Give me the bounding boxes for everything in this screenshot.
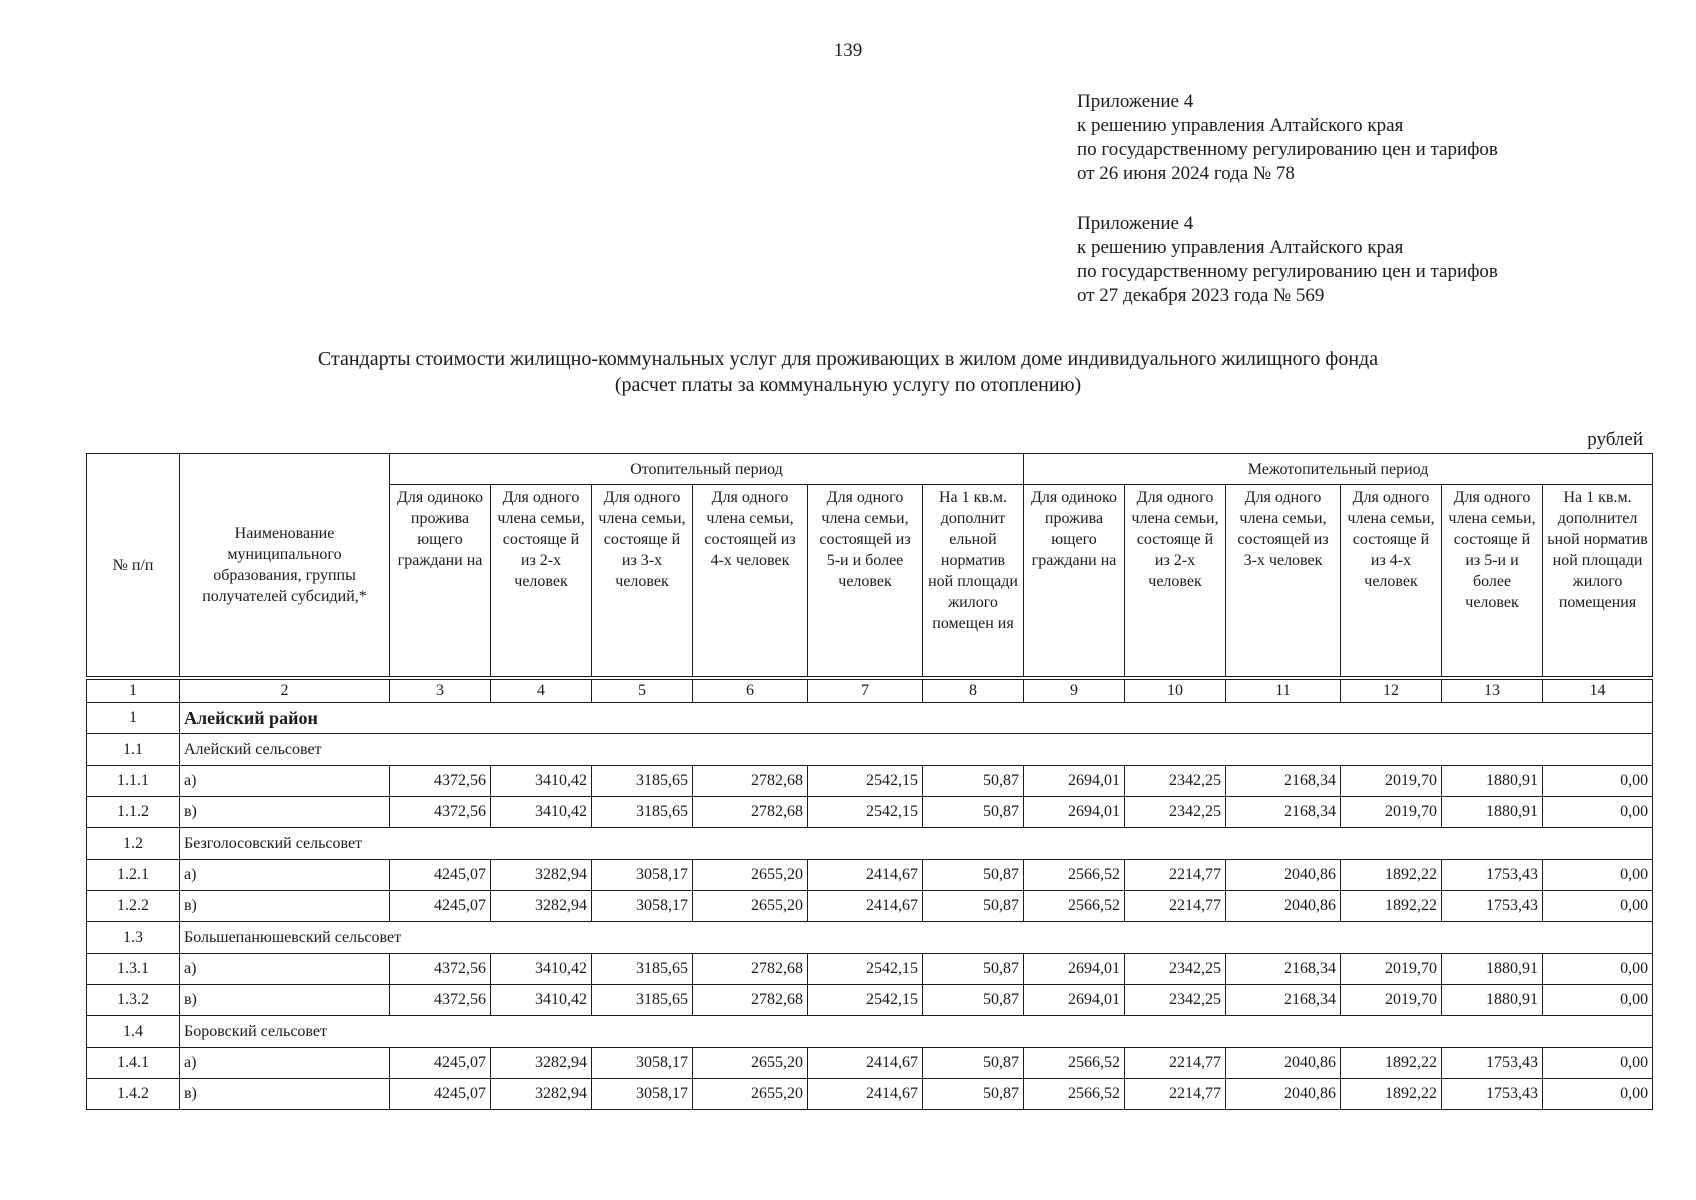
value-cell: 1892,22 [1341,1079,1442,1110]
settlement-number: 1.3 [87,922,180,954]
value-cell: 2694,01 [1024,766,1125,797]
appendix-line: к решению управления Алтайского края [1077,237,1404,258]
value-cell: 2414,67 [808,860,923,891]
column-number-cell: 9 [1024,680,1125,703]
value-cell: 2542,15 [808,797,923,828]
value-cell: 4245,07 [390,860,491,891]
value-cell: 2542,15 [808,766,923,797]
row-group-label: а) [180,766,390,797]
region-name: Алейский район [180,703,1653,734]
appendix-line: от 27 декабря 2023 года № 569 [1077,285,1325,306]
document-subtitle: (расчет платы за коммунальную услугу по отоплению) [614,374,1082,396]
table-row [87,797,1653,828]
appendix-block-previous [1077,212,1498,308]
table-row [87,1079,1653,1110]
settlement-number: 1.4 [87,1016,180,1048]
value-cell: 2542,15 [808,954,923,985]
header-cell-heating: Для одиноко прожива ющего граждани на [390,485,491,677]
value-cell: 2214,77 [1125,1048,1226,1079]
value-cell: 2214,77 [1125,860,1226,891]
value-cell: 0,00 [1543,766,1653,797]
row-number: 1.4.1 [87,1048,180,1079]
row-number: 1.2.2 [87,891,180,922]
table-row [87,766,1653,797]
value-cell: 2040,86 [1226,860,1341,891]
value-cell: 1753,43 [1442,860,1543,891]
settlement-name: Боровский сельсовет [180,1016,1653,1048]
value-cell: 50,87 [923,891,1024,922]
column-numbers-row [87,680,1653,703]
value-cell: 1753,43 [1442,891,1543,922]
header-cell-name: Наименование муниципального образования, группы получателей субсидий,* [180,454,390,677]
value-cell: 2342,25 [1125,954,1226,985]
value-cell: 2655,20 [693,891,808,922]
value-cell: 2694,01 [1024,954,1125,985]
column-number-cell: 7 [808,680,923,703]
region-number: 1 [87,703,180,734]
row-number: 1.4.2 [87,1079,180,1110]
row-number: 1.1.1 [87,766,180,797]
column-number-cell: 6 [693,680,808,703]
row-group-label: в) [180,891,390,922]
settlement-name: Большепанюшевский сельсовет [180,922,1653,954]
column-number-cell: 3 [390,680,491,703]
value-cell: 2040,86 [1226,891,1341,922]
value-cell: 3282,94 [491,860,592,891]
value-cell: 0,00 [1543,985,1653,1016]
document-title-line: Стандарты стоимости жилищно-коммунальных услуг для проживающих в жилом доме индивидуального жилищного фонда [317,348,1379,370]
settlement-row [87,828,1653,860]
tariff-table [86,453,1653,1110]
row-group-label: в) [180,985,390,1016]
header-row-groups [87,454,1653,485]
header-cell-heating: Для одного члена семьи, состояще й из 2-х человек [491,485,592,677]
column-number-cell: 11 [1226,680,1341,703]
value-cell: 3282,94 [491,1079,592,1110]
row-number: 1.3.2 [87,985,180,1016]
value-cell: 2019,70 [1341,985,1442,1016]
document-title [0,346,1696,398]
value-cell: 0,00 [1543,1079,1653,1110]
value-cell: 2566,52 [1024,1079,1125,1110]
value-cell: 50,87 [923,1048,1024,1079]
value-cell: 3410,42 [491,797,592,828]
value-cell: 1892,22 [1341,1048,1442,1079]
value-cell: 2414,67 [808,1048,923,1079]
value-cell: 3058,17 [592,1048,693,1079]
value-cell: 2655,20 [693,1079,808,1110]
value-cell: 1880,91 [1442,954,1543,985]
value-cell: 3058,17 [592,1079,693,1110]
value-cell: 50,87 [923,1079,1024,1110]
units-label: рублей [1587,429,1643,450]
value-cell: 3282,94 [491,891,592,922]
table-row [87,891,1653,922]
column-number-cell: 12 [1341,680,1442,703]
table-row [87,985,1653,1016]
table-row [87,860,1653,891]
header-cell-heating: Для одного члена семьи, состоящей из 5-и и более человек [808,485,923,677]
header-group-heating: Отопительный период [390,454,1024,485]
value-cell: 4245,07 [390,1079,491,1110]
value-cell: 50,87 [923,860,1024,891]
value-cell: 3410,42 [491,985,592,1016]
value-cell: 3185,65 [592,954,693,985]
value-cell: 2566,52 [1024,891,1125,922]
appendix-line: к решению управления Алтайского края [1077,115,1404,136]
value-cell: 50,87 [923,954,1024,985]
value-cell: 1880,91 [1442,985,1543,1016]
value-cell: 2694,01 [1024,797,1125,828]
value-cell: 3410,42 [491,766,592,797]
value-cell: 4245,07 [390,891,491,922]
value-cell: 2782,68 [693,954,808,985]
value-cell: 2655,20 [693,1048,808,1079]
value-cell: 3185,65 [592,766,693,797]
value-cell: 2040,86 [1226,1048,1341,1079]
settlement-row [87,734,1653,766]
value-cell: 2168,34 [1226,797,1341,828]
region-row [87,703,1653,734]
value-cell: 3058,17 [592,860,693,891]
header-cell-nonheating: Для одного члена семьи, состояще й из 2-х человек [1125,485,1226,677]
value-cell: 0,00 [1543,1048,1653,1079]
appendix-line: по государственному регулированию цен и тарифов [1077,139,1498,160]
header-cell-heating: Для одного члена семьи, состоящей из 4-х человек [693,485,808,677]
header-cell-nonheating: На 1 кв.м. дополнител ьной норматив ной площади жилого помещения [1543,485,1653,677]
value-cell: 2542,15 [808,985,923,1016]
column-number-cell: 2 [180,680,390,703]
column-number-cell: 8 [923,680,1024,703]
value-cell: 2782,68 [693,797,808,828]
row-number: 1.2.1 [87,860,180,891]
page-number: 139 [833,40,863,61]
value-cell: 3058,17 [592,891,693,922]
column-number-cell: 5 [592,680,693,703]
row-group-label: а) [180,954,390,985]
value-cell: 2168,34 [1226,985,1341,1016]
value-cell: 2168,34 [1226,954,1341,985]
value-cell: 2342,25 [1125,985,1226,1016]
value-cell: 4372,56 [390,797,491,828]
value-cell: 4372,56 [390,766,491,797]
value-cell: 2414,67 [808,1079,923,1110]
header-cell-nonheating: Для одного члена семьи, состояще й из 5-и и более человек [1442,485,1543,677]
header-cell-nonheating: Для одиноко прожива ющего граждани на [1024,485,1125,677]
header-cell-heating: Для одного члена семьи, состояще й из 3-х человек [592,485,693,677]
value-cell: 2694,01 [1024,985,1125,1016]
settlement-row [87,1016,1653,1048]
row-number: 1.1.2 [87,797,180,828]
column-number-cell: 4 [491,680,592,703]
value-cell: 0,00 [1543,860,1653,891]
value-cell: 50,87 [923,766,1024,797]
value-cell: 2019,70 [1341,766,1442,797]
header-cell-heating: На 1 кв.м. дополнит ельной норматив ной площади жилого помещен ия [923,485,1024,677]
header-cell-number: № п/п [87,454,180,677]
value-cell: 2019,70 [1341,797,1442,828]
value-cell: 0,00 [1543,891,1653,922]
column-number-cell: 13 [1442,680,1543,703]
value-cell: 3185,65 [592,797,693,828]
appendix-line: по государственному регулированию цен и тарифов [1077,261,1498,282]
appendix-block-current [1077,90,1498,186]
value-cell: 3410,42 [491,954,592,985]
value-cell: 2655,20 [693,860,808,891]
settlement-name: Безголосовский сельсовет [180,828,1653,860]
column-number-cell: 1 [87,680,180,703]
value-cell: 2566,52 [1024,1048,1125,1079]
header-cell-nonheating: Для одного члена семьи, состояще й из 4-х человек [1341,485,1442,677]
value-cell: 2782,68 [693,766,808,797]
row-group-label: в) [180,797,390,828]
appendix-line: Приложение 4 [1077,213,1194,234]
value-cell: 2782,68 [693,985,808,1016]
value-cell: 2342,25 [1125,797,1226,828]
value-cell: 0,00 [1543,797,1653,828]
value-cell: 50,87 [923,985,1024,1016]
value-cell: 4372,56 [390,985,491,1016]
value-cell: 2342,25 [1125,766,1226,797]
settlement-number: 1.1 [87,734,180,766]
appendix-line: Приложение 4 [1077,91,1194,112]
appendix-line: от 26 июня 2024 года № 78 [1077,163,1295,184]
header-group-nonheating: Межотопительный период [1024,454,1653,485]
value-cell: 1892,22 [1341,860,1442,891]
row-group-label: а) [180,860,390,891]
settlement-number: 1.2 [87,828,180,860]
row-number: 1.3.1 [87,954,180,985]
value-cell: 2214,77 [1125,891,1226,922]
value-cell: 2214,77 [1125,1079,1226,1110]
settlement-row [87,922,1653,954]
value-cell: 1892,22 [1341,891,1442,922]
value-cell: 4245,07 [390,1048,491,1079]
value-cell: 1880,91 [1442,797,1543,828]
column-number-cell: 10 [1125,680,1226,703]
row-group-label: а) [180,1048,390,1079]
value-cell: 2414,67 [808,891,923,922]
value-cell: 1880,91 [1442,766,1543,797]
value-cell: 2040,86 [1226,1079,1341,1110]
value-cell: 1753,43 [1442,1048,1543,1079]
value-cell: 4372,56 [390,954,491,985]
value-cell: 1753,43 [1442,1079,1543,1110]
value-cell: 0,00 [1543,954,1653,985]
table-row [87,1048,1653,1079]
value-cell: 3185,65 [592,985,693,1016]
value-cell: 2566,52 [1024,860,1125,891]
value-cell: 2168,34 [1226,766,1341,797]
row-group-label: в) [180,1079,390,1110]
header-cell-nonheating: Для одного члена семьи, состоящей из 3-х человек [1226,485,1341,677]
table-row [87,954,1653,985]
column-number-cell: 14 [1543,680,1653,703]
value-cell: 50,87 [923,797,1024,828]
value-cell: 2019,70 [1341,954,1442,985]
settlement-name: Алейский сельсовет [180,734,1653,766]
value-cell: 3282,94 [491,1048,592,1079]
